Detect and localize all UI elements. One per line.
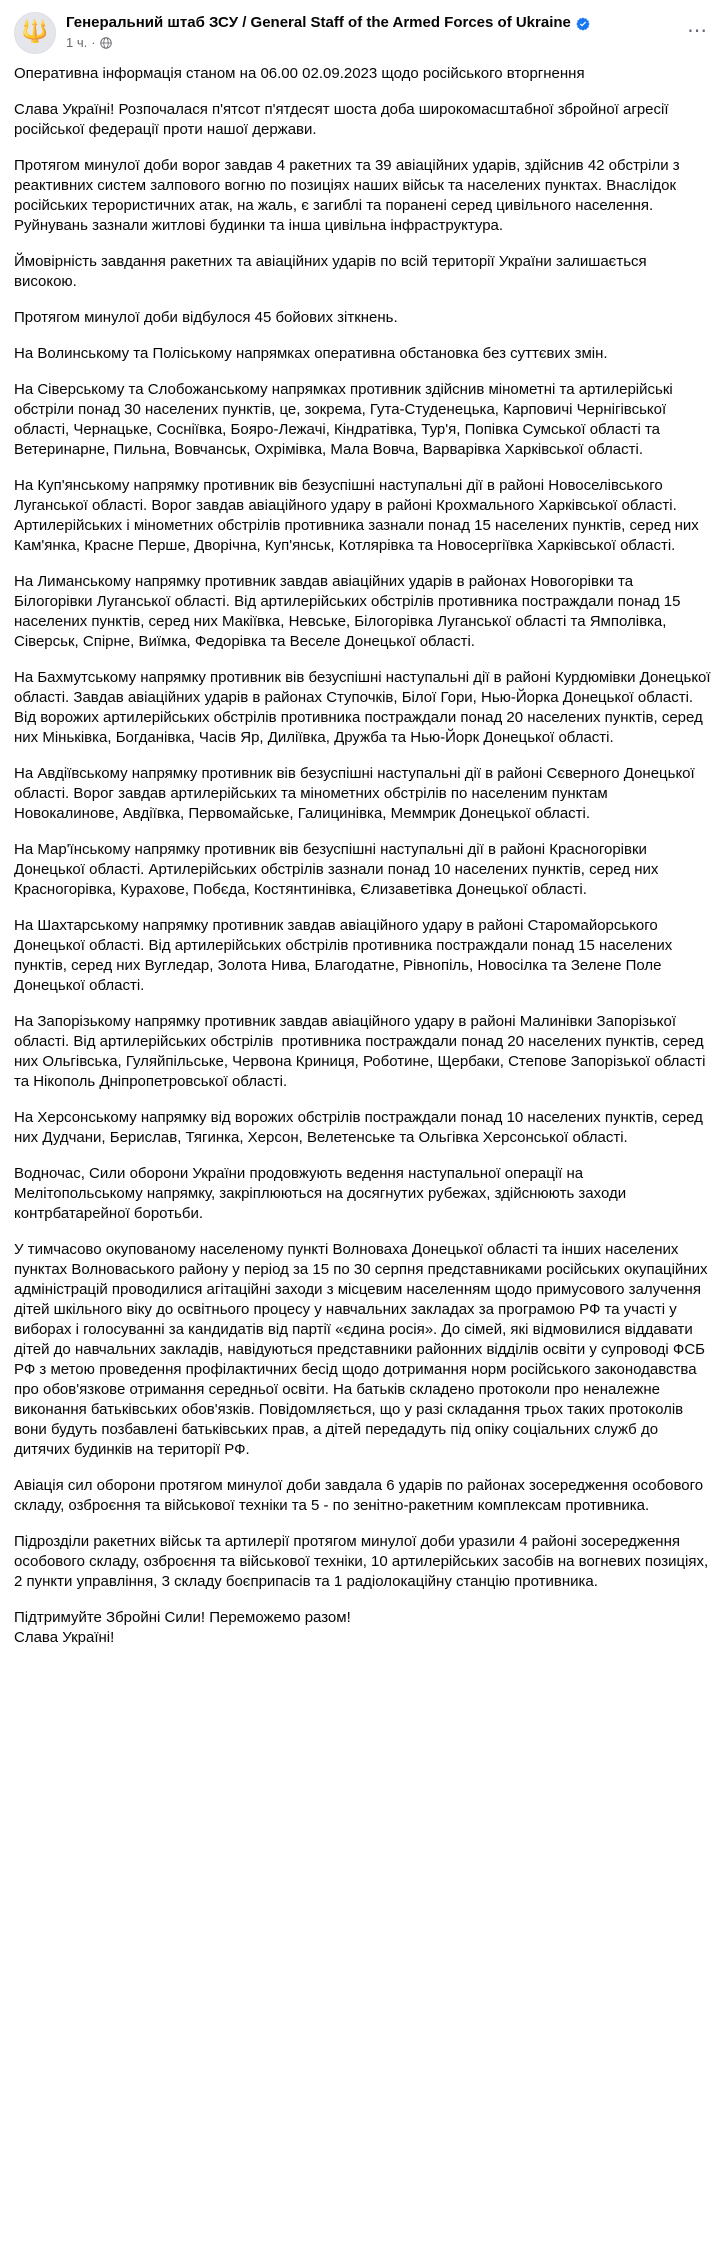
meta-separator: · bbox=[91, 35, 96, 50]
post-paragraph: Підтримуйте Збройні Сили! Переможемо разом! bbox=[14, 1609, 351, 1626]
post-paragraph: На Шахтарському напрямку противник завдав авіаційного удару в районі Старомайорського Донецької області. Від артилерійських обстрілів противника постраждали понад 15 населених пунктів, серед них Вугледар, Золота Нива, Благодатне, Рівнопіль, Новосілка та Зелене Поле Донецької області. bbox=[14, 917, 677, 994]
verified-badge-icon bbox=[576, 17, 590, 31]
post-paragraph: Ймовірність завдання ракетних та авіаційних ударів по всій території України залишається високою. bbox=[14, 253, 651, 290]
post-paragraph: Підрозділи ракетних військ та артилерії протягом минулої доби уразили 4 районі зосередження особового складу, озброєння та військової техніки, 10 артилерійських засобів на вогневих позиціях, 2 пункти управління, 3 складу боєприпасів та 1 радіолокаційну станцію противника. bbox=[14, 1533, 713, 1590]
post-paragraph: У тимчасово окупованому населеному пункті Волноваха Донецької області та інших населених пунктах Волноваського району у період за 15 по 30 серпня представниками російських окупаційних адміністрацій проводилися агітаційні заходи з місцевим населенням щодо примусового залучення дітей шкільного віку до освітнього процесу у навчальних закладах за програмою РФ та участі у виборах і голосуванні за кандидатів від партії «єдина росія». До сімей, які відмовилися віддавати дітей до навчальних закладів, навідуються представники районних відділів освіти у супроводі ФСБ РФ з метою проведення профілактичних бесід щодо дотримання норм російського законодавства про обов'язкове отримання середньої освіти. На батьків складено протоколи про неналежне виконання батьківських обов'язків. Повідомляється, що у разі складання трьох таких протоколів вони будуть позбавлені батьківських прав, а дітей передадуть під опіку соціальних служб до дитячих будинків на території РФ. bbox=[14, 1241, 712, 1458]
post-timestamp[interactable]: 1 ч. bbox=[66, 35, 88, 50]
page-name-row bbox=[66, 13, 681, 33]
post-paragraph: Оперативна інформація станом на 06.00 02.09.2023 щодо російського вторгнення bbox=[14, 65, 585, 82]
post-paragraph: Водночас, Сили оборони України продовжують ведення наступальної операції на Мелітопольському напрямку, закріплюються на досягнутих рубежах, здійснюють заходи контрбатарейної боротьби. bbox=[14, 1165, 631, 1222]
ukraine-trident-avatar-icon: 🔱 bbox=[21, 19, 49, 45]
post-paragraph: На Херсонському напрямку від ворожих обстрілів постраждали понад 10 населених пунктів, серед них Дудчани, Берислав, Тягинка, Херсон, Велетенське та Ольгівка Херсонської області. bbox=[14, 1109, 708, 1146]
post-paragraph: Авіація сил оборони протягом минулої доби завдала 6 ударів по районах зосередження особового складу, озброєння та військової техніки та 5 - по зенітно-ракетним комплексам противника. bbox=[14, 1477, 708, 1514]
more-options-icon[interactable]: ⋯ bbox=[687, 18, 707, 42]
post-paragraph: На Бахмутському напрямку противник вів безуспішні наступальні дії в районі Курдюмівки Донецької області. Завдав авіаційних ударів в районах Ступочків, Білої Гори, Нью-Йорка Донецької області. Від ворожих артилерійських обстрілів противника постраждали понад 20 населених пунктів, серед них Міньківка, Богданівка, Часів Яр, Диліївка, Дружба та Нью-Йорк Донецької області. bbox=[14, 669, 715, 746]
post-paragraph: На Волинському та Поліському напрямках оперативна обстановка без суттєвих змін. bbox=[14, 345, 608, 362]
post-paragraph: Протягом минулої доби ворог завдав 4 ракетних та 39 авіаційних ударів, здійснив 42 обстріли з реактивних систем залпового вогню по позиціях наших військ та населених пунктах. Внаслідок російських терористичних атак, на жаль, є загиблі та поранені серед цивільного населення. Руйнувань зазнали житлові будинки та інша цивільна інфраструктура. bbox=[14, 157, 684, 234]
post-body bbox=[0, 58, 727, 1664]
post-paragraph: На Авдіївському напрямку противник вів безуспішні наступальні дії в районі Сєверного Донецької області. Ворог завдав артилерійських та мінометних обстрілів по населеним пунктам Новокалинове, Авдіївка, Первомайське, Галицинівка, Меммрик Донецької області. bbox=[14, 765, 699, 822]
post-paragraph: На Сіверському та Слобожанському напрямках противник здійснив мінометні та артилерійські обстріли понад 30 населених пунктів, це, зокрема, Гута-Студенецька, Карповичі Чернігівської області, Чернацьке, Сосніївка, Бояро-Лежачі, Кіндратівка, Тур'я, Попівка Сумської області та Ветеринарне, Пильна, Вовчанськ, Охрімівка, Мала Вовча, Варварівка Харківської області. bbox=[14, 381, 677, 458]
post-paragraph: Протягом минулої доби відбулося 45 бойових зіткнень. bbox=[14, 309, 398, 326]
post-paragraph: Слава Україні! bbox=[14, 1629, 115, 1646]
globe-icon[interactable] bbox=[100, 37, 112, 49]
post-paragraph: На Лиманському напрямку противник завдав авіаційних ударів в районах Новогорівки та Білогорівки Луганської області. Від артилерійських обстрілів противника постраждали понад 15 населених пунктів, серед них Макіївка, Невське, Білогорівка Луганської області та Ямполівка, Сіверськ, Спірне, Виїмка, Федорівка та Веселе Донецької області. bbox=[14, 573, 685, 650]
post-paragraph: На Куп'янському напрямку противник вів безуспішні наступальні дії в районі Новоселівського Луганської області. Ворог завдав авіаційного удару в районі Крохмального Харківської області. Артилерійських і мінометних обстрілів противника зазнали понад 15 населених пунктів, серед них Кам'янка, Красне Перше, Дворічна, Куп'янськ, Котлярівка та Новосергіївка Харківської області. bbox=[14, 477, 703, 554]
post-header bbox=[0, 0, 727, 58]
post-header-text bbox=[66, 12, 681, 51]
post-paragraph: На Мар'їнському напрямку противник вів безуспішні наступальні дії в районі Красногорівки Донецької області. Артилерійських обстрілів зазнали понад 10 населених пунктів, серед них Красногорівка, Курахове, Побєда, Костянтинівка, Єлизаветівка Донецької області. bbox=[14, 841, 663, 898]
post-paragraph: Слава Україні! Розпочалася п'ятсот п'ятдесят шоста доба широкомасштабної збройної агресії російської федерації проти нашої держави. bbox=[14, 101, 673, 138]
page-name[interactable]: Генеральний штаб ЗСУ / General Staff of the Armed Forces of Ukraine bbox=[66, 14, 571, 31]
post-paragraph: На Запорізькому напрямку противник завдав авіаційного удару в районі Малинівки Запорізької області. Від артилерійських обстрілів противника постраждали понад 20 населених пунктів, серед них Ольгівська, Гуляйпільське, Червона Криниця, Роботине, Щербаки, Степове Запорізької області та Нікополь Дніпропетровської області. bbox=[14, 1013, 710, 1090]
avatar[interactable] bbox=[14, 12, 56, 54]
post-meta bbox=[66, 35, 681, 51]
